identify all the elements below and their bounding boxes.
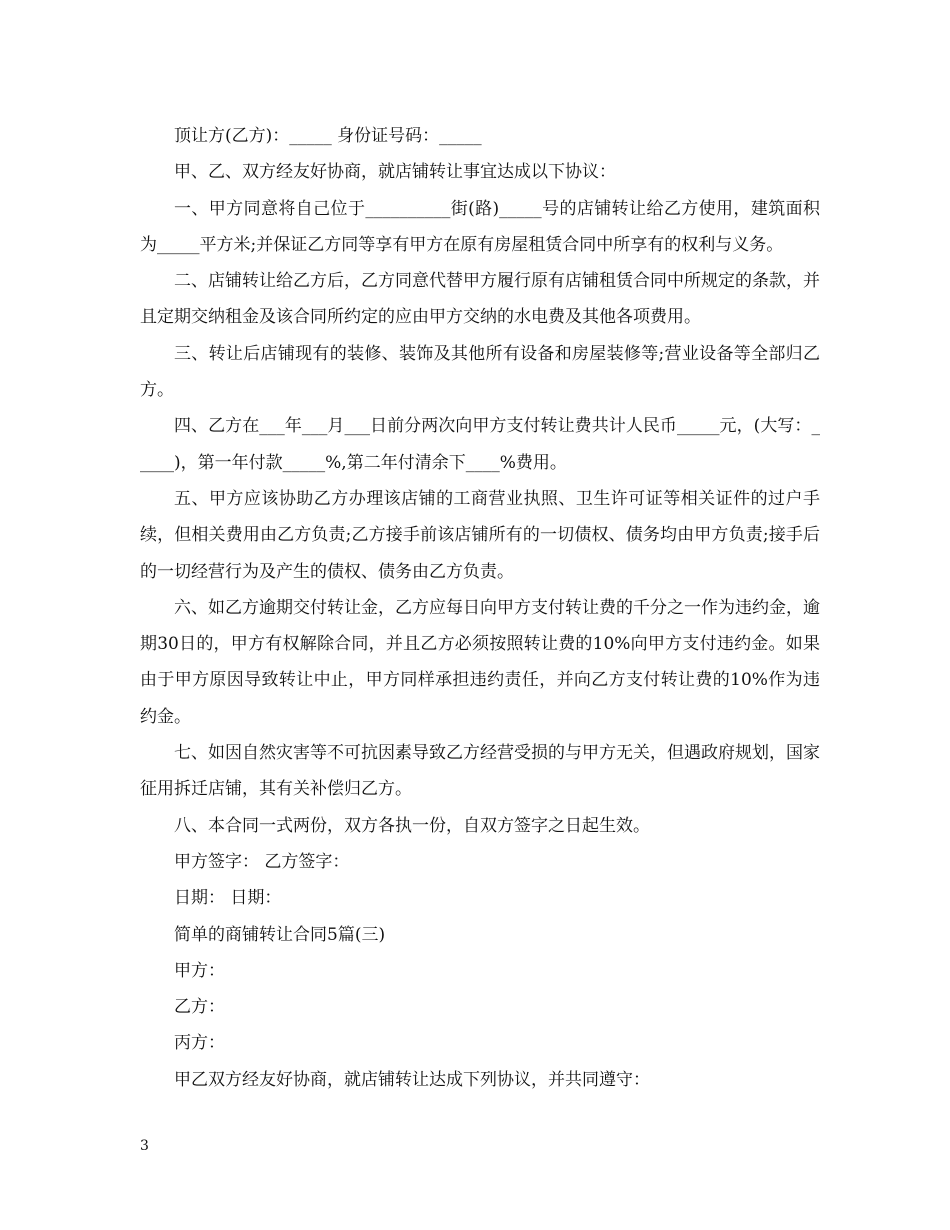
- party-b-label: 乙方：: [174, 997, 225, 1018]
- clause-1: 一、甲方同意将自己位于__________街(路)_____号的店铺转让给乙方使用，建筑面积为_____平方米;并保证乙方同等享有甲方在原有房屋租赁合同中所享有的权利与义务。: [140, 198, 820, 255]
- date-line: 日期： 日期：: [174, 888, 282, 909]
- document-body: [140, 118, 820, 1098]
- section-title: 简单的商铺转让合同5篇(三): [174, 924, 386, 945]
- signature-line: 甲方签字： 乙方签字：: [174, 851, 350, 872]
- clause-5: 五、甲方应该协助乙方办理该店铺的工商营业执照、卫生许可证等相关证件的过户手续，但相关费用由乙方负责;乙方接手前该店铺所有的一切债权、债务均由甲方负责;接手后的一切经营行为及产生的债权、债务由乙方负责。: [140, 488, 820, 582]
- new-agreement-intro: 甲乙双方经友好协商，就店铺转让达成下列协议，并共同遵守：: [174, 1069, 650, 1090]
- clause-7: 七、如因自然灾害等不可抗因素导致乙方经营受损的与甲方无关，但遇政府规划，国家征用拆迁店铺，其有关补偿归乙方。: [140, 743, 820, 800]
- agreement-intro: 甲、乙、双方经友好协商，就店铺转让事宜达成以下协议：: [174, 162, 616, 183]
- clause-3: 三、转让后店铺现有的装修、装饰及其他所有设备和房屋装修等;营业设备等全部归乙方。: [140, 343, 820, 401]
- party-a-label: 甲方：: [174, 960, 225, 981]
- clause-6: 六、如乙方逾期交付转让金，乙方应每日向甲方支付转让费的千分之一作为违约金，逾期30日的，甲方有权解除合同，并且乙方必须按照转让费的10%向甲方支付违约金。如果由于甲方原因导致转让中止，甲方同样承担违约责任，并向乙方支付转让费的10%作为违约金。: [140, 597, 820, 727]
- clause-4: 四、乙方在___年___月___日前分两次向甲方支付转让费共计人民币_____元，(大写：_____)，第一年付款_____%,第二年付清余下____%费用。: [140, 416, 820, 473]
- clause-2: 二、店铺转让给乙方后，乙方同意代替甲方履行原有店铺租赁合同中所规定的条款，并且定期交纳租金及该合同所约定的应由甲方交纳的水电费及其他各项费用。: [140, 271, 820, 328]
- party-c-label: 丙方：: [174, 1033, 225, 1054]
- clause-8: 八、本合同一式两份，双方各执一份，自双方签字之日起生效。: [174, 815, 650, 836]
- transferee-id-line: 顶让方(乙方)：_____ 身份证号码：_____: [174, 126, 482, 146]
- page-number: 3: [140, 1138, 149, 1154]
